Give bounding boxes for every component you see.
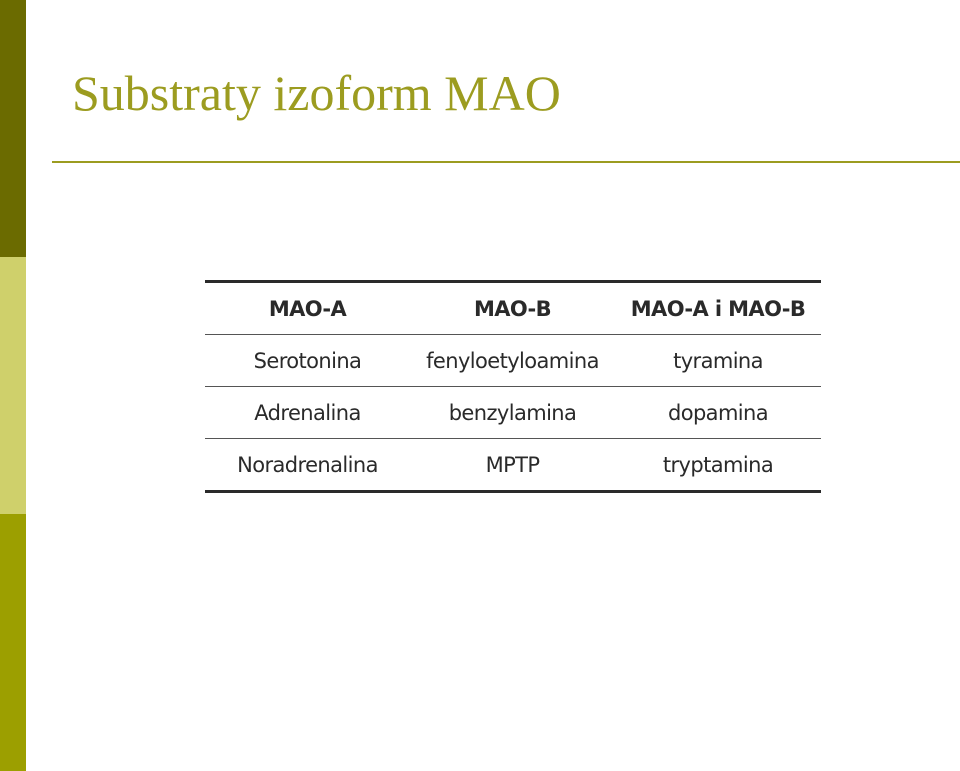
table-cell: Noradrenalina	[237, 452, 378, 477]
sidebar-decoration	[0, 0, 26, 771]
table-row	[205, 439, 821, 492]
table-row	[205, 335, 821, 387]
table-cell: MPTP	[485, 452, 540, 477]
table-cell: fenyloetyloamina	[410, 335, 615, 387]
table-row	[205, 387, 821, 439]
table-cell: Serotonina	[205, 335, 410, 387]
column-header: MAO-A	[205, 282, 410, 335]
column-header: MAO-A i MAO-B	[615, 282, 821, 335]
title-divider	[52, 161, 960, 163]
substrates-table	[205, 280, 821, 493]
column-header: MAO-B	[410, 282, 615, 335]
sidebar-segment-bottom	[0, 514, 26, 771]
sidebar-segment-top	[0, 0, 26, 257]
table-cell: Adrenalina	[205, 387, 410, 439]
table-header-row	[205, 282, 821, 335]
table-cell: tyramina	[615, 335, 821, 387]
table-cell: benzylamina	[410, 387, 615, 439]
sidebar-segment-middle	[0, 257, 26, 514]
substrates-table-container	[205, 280, 821, 493]
table-cell: tryptamina	[662, 452, 774, 477]
table-cell: dopamina	[615, 387, 821, 439]
page-title: Substraty izoform MAO	[72, 65, 561, 121]
